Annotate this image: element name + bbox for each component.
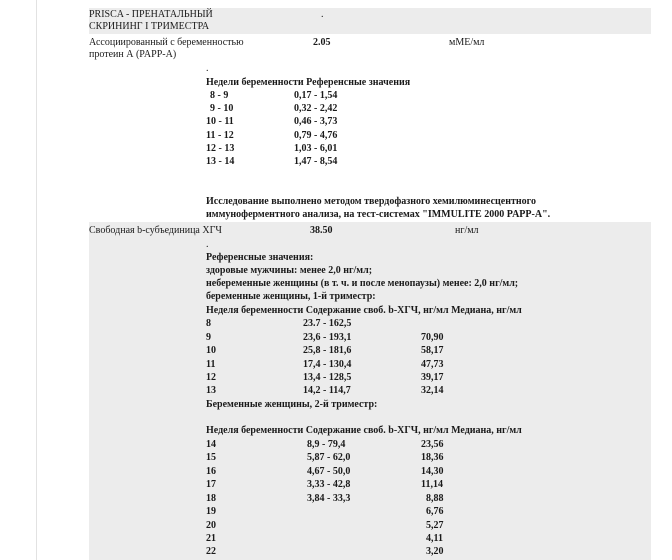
hcg-trim1-title: беременные женщины, 1-й триместр: — [206, 291, 376, 302]
hcg-ref-nonpregnant: небеременные женщины (в т. ч. и после менопаузы) менее: 2,0 нг/мл; — [206, 278, 519, 289]
hcg-median: 8,88 — [426, 493, 444, 504]
hcg-median: 47,73 — [421, 359, 444, 370]
report-title-line1: PRISCA - ПРЕНАТАЛЬНЫЙ — [89, 9, 213, 20]
papp-method-line1: Исследование выполнено методом твердофазного хемилюминесцентного — [206, 196, 536, 207]
papp-label-line2: протеин А (PAPP-A) — [89, 49, 177, 60]
hcg-median: 39,17 — [421, 372, 444, 383]
papp-ref-header: Недели беременности Референсные значения — [206, 77, 411, 88]
hcg-week: 15 — [206, 452, 216, 463]
papp-ref-range: 0,79 - 4,76 — [294, 130, 338, 141]
hcg-range: 25,8 - 181,6 — [303, 345, 352, 356]
hcg-ref-men: здоровые мужчины: менее 2,0 нг/мл; — [206, 265, 373, 276]
report-title-line2: СКРИНИНГ I ТРИМЕСТРА — [89, 21, 210, 32]
hcg-median: 3,20 — [426, 546, 444, 557]
hcg-value: 38.50 — [310, 225, 333, 236]
papp-ref-week: 13 - 14 — [206, 156, 235, 167]
papp-ref-week: 12 - 13 — [206, 143, 235, 154]
hcg-median: 32,14 — [421, 385, 444, 396]
papp-value: 2.05 — [313, 37, 331, 48]
hcg-week: 9 — [206, 332, 211, 343]
hcg-range: 17,4 - 130,4 — [303, 359, 352, 370]
papp-ref-week: 10 - 11 — [206, 116, 234, 127]
hcg-week: 16 — [206, 466, 216, 477]
hcg-range: 4,67 - 50,0 — [307, 466, 351, 477]
papp-ref-week: 11 - 12 — [206, 130, 234, 141]
hcg-week: 20 — [206, 520, 216, 531]
hcg-range: 8,9 - 79,4 — [307, 439, 346, 450]
papp-ref-range: 0,17 - 1,54 — [294, 90, 338, 101]
papp-method-line2: иммуноферментного анализа, на тест-системах "IMMULITE 2000 PAPP-A". — [206, 209, 551, 220]
hcg-week: 17 — [206, 479, 216, 490]
hcg-ref-title: Референсные значения: — [206, 252, 314, 263]
papp-ref-week: 9 - 10 — [210, 103, 234, 114]
hcg-median: 70,90 — [421, 332, 444, 343]
papp-label-line1: Ассоциированный с беременностью — [89, 37, 244, 48]
hcg-median: 4,11 — [426, 533, 443, 544]
papp-ref-week: 8 - 9 — [210, 90, 229, 101]
hcg-range: 3,33 - 42,8 — [307, 479, 351, 490]
papp-ref-range: 0,46 - 3,73 — [294, 116, 338, 127]
hcg-range: 3,84 - 33,3 — [307, 493, 351, 504]
papp-ref-range: 0,32 - 2,42 — [294, 103, 338, 114]
hcg-median: 5,27 — [426, 520, 444, 531]
hcg-median: 11,14 — [421, 479, 443, 490]
hcg-week: 19 — [206, 506, 216, 517]
papp-dot: . — [206, 63, 209, 74]
hcg-week: 22 — [206, 546, 216, 557]
hcg-range: 13,4 - 128,5 — [303, 372, 352, 383]
hcg-range: 5,87 - 62,0 — [307, 452, 351, 463]
hcg-week: 12 — [206, 372, 216, 383]
hcg-trim2-table-header: Неделя беременности Содержание своб. b-ХГЧ, нг/мл Медиана, нг/мл — [206, 425, 522, 436]
hcg-median: 6,76 — [426, 506, 444, 517]
hcg-week: 8 — [206, 318, 211, 329]
hcg-median: 23,56 — [421, 439, 444, 450]
hcg-week: 10 — [206, 345, 216, 356]
document-page — [36, 0, 672, 560]
hcg-week: 13 — [206, 385, 216, 396]
hcg-median: 14,30 — [421, 466, 444, 477]
hcg-range: 23,6 - 193,1 — [303, 332, 352, 343]
hcg-trim1-table-header: Неделя беременности Содержание своб. b-ХГЧ, нг/мл Медиана, нг/мл — [206, 305, 522, 316]
papp-unit: мМЕ/мл — [449, 37, 485, 48]
hcg-dot: . — [206, 239, 209, 250]
hcg-week: 18 — [206, 493, 216, 504]
hcg-median: 58,17 — [421, 345, 444, 356]
hcg-week: 21 — [206, 533, 216, 544]
hcg-week: 14 — [206, 439, 216, 450]
hcg-range: 14,2 - 114,7 — [303, 385, 351, 396]
papp-ref-range: 1,47 - 8,54 — [294, 156, 338, 167]
hcg-unit: нг/мл — [455, 225, 479, 236]
hcg-trim2-title: Беременные женщины, 2-й триместр: — [206, 399, 378, 410]
hcg-range: 23.7 - 162,5 — [303, 318, 352, 329]
hcg-label: Свободная b-субъединица ХГЧ — [89, 225, 222, 236]
hcg-median: 18,36 — [421, 452, 444, 463]
papp-ref-range: 1,03 - 6,01 — [294, 143, 338, 154]
hcg-week: 11 — [206, 359, 216, 370]
header-dot: . — [321, 9, 324, 20]
